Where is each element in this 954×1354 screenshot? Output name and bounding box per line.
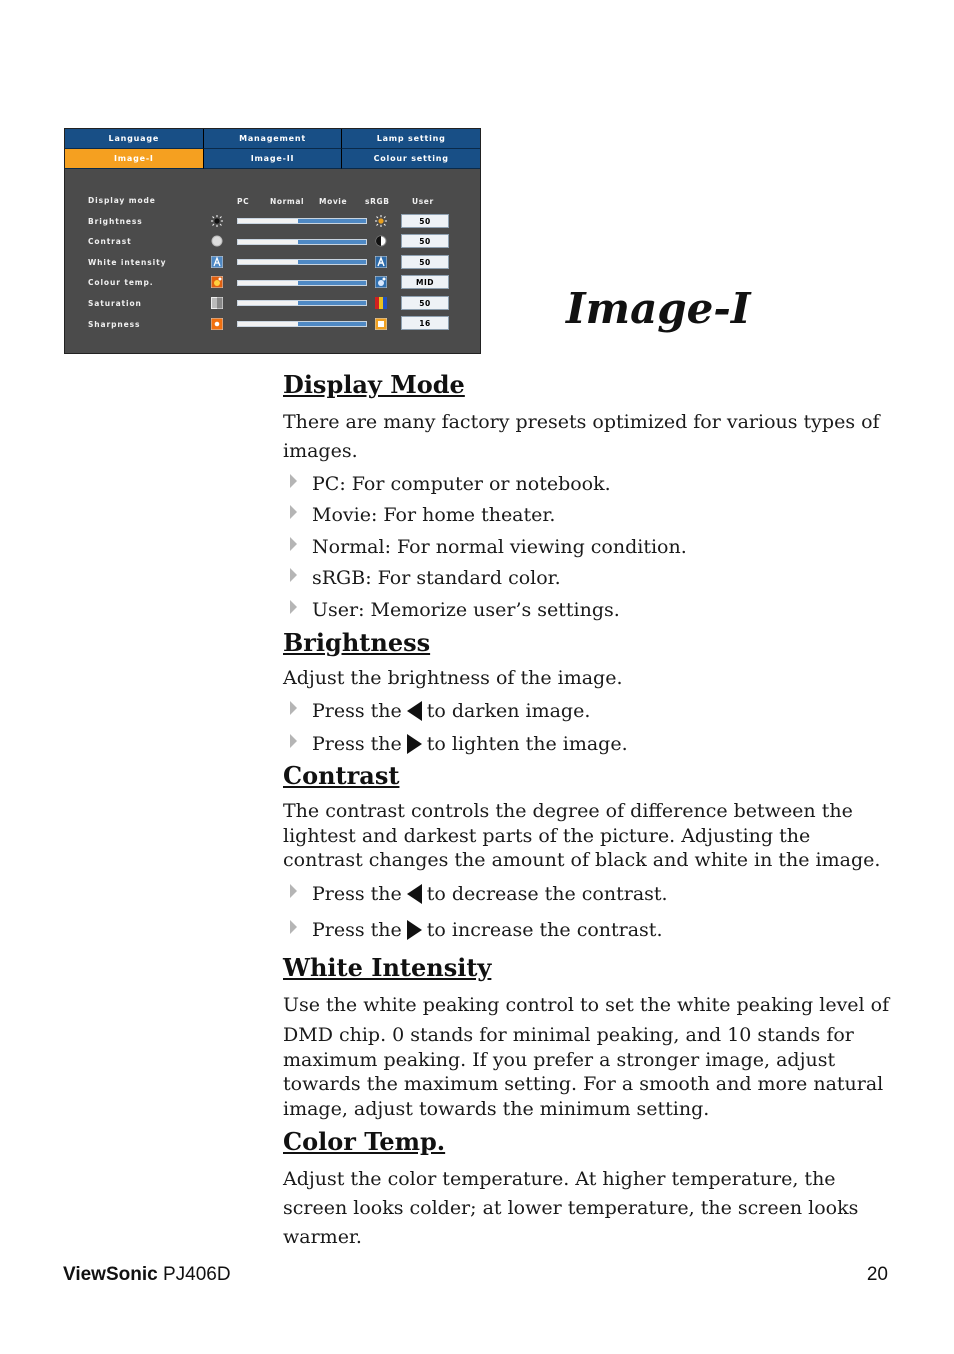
bullet-arrow-icon: [290, 568, 297, 582]
osd-contrast-slider[interactable]: [237, 239, 367, 245]
color-temp-icon: [211, 276, 223, 288]
osd-tab-language[interactable]: Language: [65, 129, 204, 149]
osd-sharpness-label: Sharpness: [88, 320, 141, 329]
footer-brand: ViewSonic: [63, 1264, 158, 1285]
sharpness-icon: [211, 318, 223, 330]
osd-white-intensity-slider[interactable]: [237, 259, 367, 265]
footer-model: PJ406D: [162, 1264, 231, 1285]
color-temp-icon: [375, 276, 387, 288]
footer-product: [63, 1264, 231, 1286]
contrast-icon: [375, 235, 387, 247]
osd-contrast-value: 50: [401, 234, 449, 248]
osd-saturation-slider[interactable]: [237, 300, 367, 306]
osd-white-intensity-slider-fill: [238, 260, 298, 264]
heading-contrast: Contrast: [283, 761, 400, 790]
bullet-arrow-icon: [290, 701, 297, 715]
bullet-arrow-icon: [290, 884, 297, 898]
osd-colour-temp-value: MID: [401, 275, 449, 289]
osd-tab-image-i[interactable]: Image-I: [65, 149, 204, 169]
osd-brightness-value: 50: [401, 214, 449, 228]
bullet-arrow-icon: [290, 505, 297, 519]
osd-white-intensity-value: 50: [401, 255, 449, 269]
osd-sharpness-slider[interactable]: [237, 321, 367, 327]
page-number: 20: [866, 1264, 888, 1285]
osd-colour-temp-slider-fill: [238, 281, 298, 285]
osd-tab-row-1: [65, 129, 480, 149]
list-item: Press the to decrease the contrast.: [290, 883, 668, 905]
letter-a-icon: [211, 256, 223, 268]
osd-colour-temp-slider[interactable]: [237, 280, 367, 286]
white-intensity-body: DMD chip. 0 stands for minimal peaking, and 10 stands for maximum peaking. If you prefer a stronger image, adjust towards the maximum setting. For a smooth and more natural image, adjust towards the minimum setting.: [283, 1024, 884, 1120]
osd-colour-temp-label: Colour temp.: [88, 278, 154, 287]
list-item: Movie: For home theater.: [290, 504, 555, 526]
heading-display-mode: Display Mode: [283, 370, 465, 399]
osd-white-intensity-label: White intensity: [88, 258, 167, 267]
list-item: PC: For computer or notebook.: [290, 473, 611, 495]
list-item: User: Memorize user’s settings.: [290, 599, 620, 621]
osd-tab-row-2: [65, 149, 480, 169]
list-item: Press the to darken image.: [290, 700, 590, 722]
letter-a-icon: [375, 256, 387, 268]
right-arrow-icon: [407, 734, 422, 754]
right-arrow-icon: [407, 920, 422, 940]
osd-mode-movie[interactable]: Movie: [319, 197, 348, 206]
osd-tab-lamp-setting[interactable]: Lamp setting: [342, 129, 480, 149]
contrast-intro: The contrast controls the degree of difference between the lightest and darkest parts of the picture. Adjusting the contrast changes the amount of black and white in the image.: [283, 800, 881, 871]
bullet-arrow-icon: [290, 734, 297, 748]
osd-brightness-slider[interactable]: [237, 218, 367, 224]
osd-mode-pc[interactable]: PC: [237, 197, 250, 206]
osd-mode-user[interactable]: User: [412, 197, 434, 206]
list-item: Normal: For normal viewing condition.: [290, 536, 687, 558]
list-item: Press the to lighten the image.: [290, 733, 628, 755]
contrast-icon: [211, 235, 223, 247]
brightness-intro: Adjust the brightness of the image.: [283, 667, 623, 689]
left-arrow-icon: [407, 884, 422, 904]
list-item: Press the to increase the contrast.: [290, 919, 662, 941]
osd-contrast-slider-fill: [238, 240, 298, 244]
osd-contrast-label: Contrast: [88, 237, 132, 246]
osd-brightness-label: Brightness: [88, 217, 143, 226]
sun-icon: [211, 215, 223, 227]
bullet-arrow-icon: [290, 474, 297, 488]
color-temp-intro: Adjust the color temperature. At higher temperature, the screen looks colder; at lower temperature, the screen looks warmer.: [283, 1168, 859, 1248]
osd-saturation-label: Saturation: [88, 299, 142, 308]
display-mode-intro: There are many factory presets optimized for various types of images.: [283, 411, 880, 462]
heading-color-temp: Color Temp.: [283, 1127, 446, 1156]
sun-icon: [375, 215, 387, 227]
osd-tab-colour-setting[interactable]: Colour setting: [342, 149, 480, 169]
heading-white-intensity: White Intensity: [283, 953, 492, 982]
bullet-arrow-icon: [290, 600, 297, 614]
osd-saturation-value: 50: [401, 296, 449, 310]
osd-mode-normal[interactable]: Normal: [270, 197, 305, 206]
bullet-arrow-icon: [290, 537, 297, 551]
list-item: sRGB: For standard color.: [290, 567, 561, 589]
saturation-icon: [375, 297, 387, 309]
saturation-icon: [211, 297, 223, 309]
osd-tab-management[interactable]: Management: [204, 129, 343, 149]
white-intensity-line1: Use the white peaking control to set the white peaking level of: [283, 994, 890, 1016]
osd-tab-image-ii[interactable]: Image-II: [204, 149, 343, 169]
osd-menu-screenshot: [64, 128, 481, 354]
sharpness-icon: [375, 318, 387, 330]
left-arrow-icon: [407, 701, 422, 721]
osd-display-mode-label: Display mode: [88, 196, 156, 205]
osd-mode-srgb[interactable]: sRGB: [365, 197, 390, 206]
osd-saturation-slider-fill: [238, 301, 298, 305]
osd-sharpness-value: 16: [401, 316, 449, 330]
page-title: Image-I: [566, 284, 751, 333]
bullet-arrow-icon: [290, 920, 297, 934]
osd-sharpness-slider-fill: [238, 322, 298, 326]
osd-brightness-slider-fill: [238, 219, 298, 223]
heading-brightness: Brightness: [283, 628, 431, 657]
